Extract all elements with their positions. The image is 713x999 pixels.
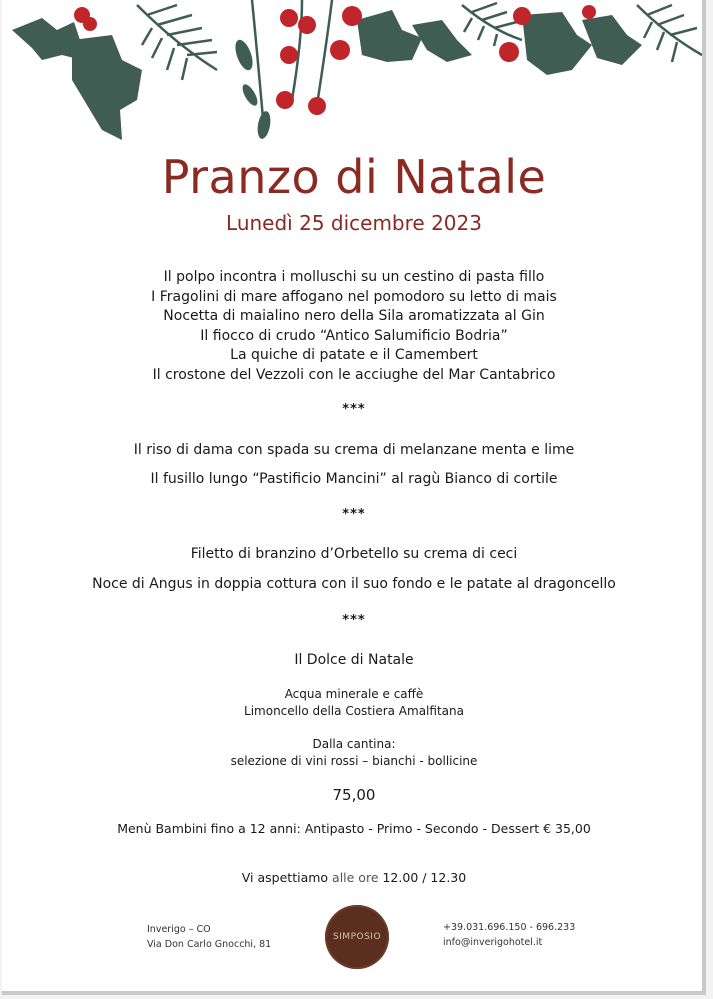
- section-separator: ***: [342, 613, 366, 628]
- wine-section: [2, 736, 706, 770]
- list-item: Limoncello della Costiera Amalfitana: [244, 704, 464, 718]
- dessert-item: Il Dolce di Natale: [294, 652, 414, 668]
- welcome-line: [2, 869, 706, 886]
- extras-list: [2, 686, 706, 720]
- welcome-times: 12.00 / 12.30: [382, 870, 467, 885]
- antipasti-list: [2, 268, 706, 385]
- phone-number: +39.031.696.150 - 696.233: [443, 922, 576, 933]
- secondo-item: Noce di Angus in doppia cottura con il suo fondo e le patate al dragoncello: [92, 576, 616, 592]
- menu-price: 75,00: [332, 786, 376, 804]
- holly-garland-decoration: [2, 0, 706, 160]
- event-date: Lunedì 25 dicembre 2023: [226, 211, 482, 235]
- list-item: La quiche di patate e il Camembert: [230, 347, 478, 363]
- list-item: Il fiocco di crudo “Antico Salumificio Bodria”: [200, 327, 508, 344]
- restaurant-logo: [325, 905, 389, 969]
- section-separator: ***: [342, 507, 366, 522]
- list-item: Nocetta di maialino nero della Sila aromatizzata al Gin: [163, 308, 545, 324]
- address-line: Via Don Carlo Gnocchi, 81: [147, 939, 272, 950]
- kids-menu: Menù Bambini fino a 12 anni: Antipasto - Primo - Secondo - Dessert € 35,00: [117, 821, 591, 836]
- footer-address: [147, 922, 271, 952]
- section-separator: ***: [342, 402, 366, 417]
- list-item: Il polpo incontra i molluschi su un cestino di pasta fillo: [163, 269, 545, 285]
- welcome-middle: alle ore: [328, 870, 383, 885]
- logo-text: SIMPOSIO: [332, 932, 382, 942]
- wine-title: Dalla cantina:: [312, 737, 396, 751]
- secondo-item: Filetto di branzino d’Orbetello su crema di ceci: [190, 546, 518, 562]
- wine-text: selezione di vini rossi – bianchi - bollicine: [230, 754, 478, 768]
- menu-page: [2, 0, 706, 995]
- primo-item: Il riso di dama con spada su crema di melanzane menta e lime: [133, 442, 575, 458]
- page-title: Pranzo di Natale: [161, 150, 547, 204]
- welcome-prefix: Vi aspettiamo: [241, 870, 329, 885]
- address-line: Inverigo – CO: [147, 924, 211, 935]
- email-address: info@inverigohotel.it: [443, 937, 543, 948]
- list-item: Il crostone del Vezzoli con le acciughe del Mar Cantabrico: [152, 366, 556, 383]
- list-item: I Fragolini di mare affogano nel pomodoro su letto di mais: [151, 288, 557, 305]
- list-item: Acqua minerale e caffè: [284, 687, 424, 701]
- footer-contacts: [443, 920, 575, 950]
- primo-item: Il fusillo lungo “Pastificio Mancini” al ragù Bianco di cortile: [150, 471, 558, 487]
